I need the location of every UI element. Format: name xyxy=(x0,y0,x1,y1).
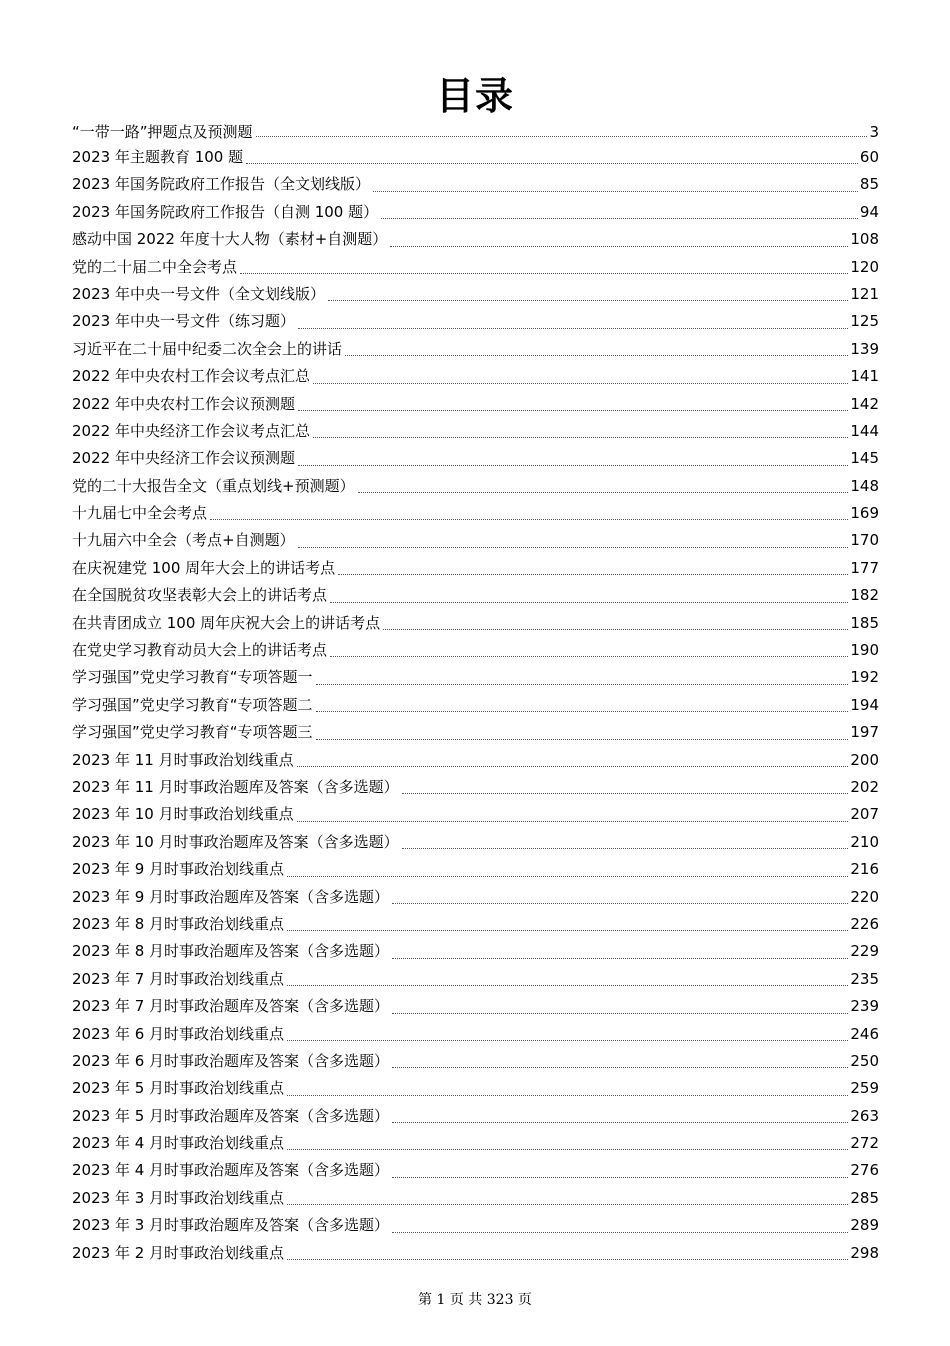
toc-entry[interactable] xyxy=(72,966,879,993)
toc-entry-label: 党的二十大报告全文（重点划线+预测题） xyxy=(72,476,355,495)
dot-leader xyxy=(287,1148,848,1150)
toc-entry-page-number: 226 xyxy=(850,914,879,933)
dot-leader xyxy=(338,573,848,575)
dot-leader xyxy=(402,792,849,794)
toc-entry[interactable] xyxy=(72,1240,879,1267)
toc-entry[interactable] xyxy=(72,1103,879,1130)
toc-entry[interactable] xyxy=(72,120,879,144)
toc-entry-label: 2023 年 5 月时事政治题库及答案（含多选题） xyxy=(72,1106,390,1125)
toc-entry-page-number: 229 xyxy=(850,942,879,961)
dot-leader xyxy=(287,984,848,986)
toc-entry[interactable] xyxy=(72,747,879,774)
toc-entry-page-number: 250 xyxy=(850,1051,879,1070)
toc-entry-label: 2023 年 11 月时事政治题库及答案（含多选题） xyxy=(72,777,399,796)
dot-leader xyxy=(330,655,848,657)
toc-entry-page-number: 177 xyxy=(850,558,879,577)
toc-entry[interactable] xyxy=(72,336,879,363)
toc-entry[interactable] xyxy=(72,1130,879,1157)
toc-entry[interactable] xyxy=(72,199,879,226)
toc-entry[interactable] xyxy=(72,363,879,390)
dot-leader xyxy=(313,382,848,384)
toc-entry-label: 2023 年 7 月时事政治题库及答案（含多选题） xyxy=(72,997,390,1016)
toc-entry-page-number: 139 xyxy=(850,339,879,358)
toc-entry-label: 2023 年主题教育 100 题 xyxy=(72,148,244,166)
toc-entry-label: 2023 年中央一号文件（练习题） xyxy=(72,312,295,331)
toc-entry-label: 2023 年 3 月时事政治题库及答案（含多选题） xyxy=(72,1216,390,1235)
toc-entry-page-number: 3 xyxy=(869,123,879,141)
toc-entry-label: 2023 年 11 月时事政治划线重点 xyxy=(72,750,294,769)
dot-leader xyxy=(392,1012,848,1014)
toc-entry[interactable] xyxy=(72,664,879,691)
toc-entry-page-number: 170 xyxy=(850,531,879,550)
dot-leader xyxy=(392,902,848,904)
dot-leader xyxy=(392,1231,848,1233)
toc-entry-label: 十九届六中全会（考点+自测题） xyxy=(72,531,295,550)
toc-entry-page-number: 192 xyxy=(850,668,879,687)
toc-entry-page-number: 263 xyxy=(850,1106,879,1125)
dot-leader xyxy=(313,436,848,438)
toc-entry-page-number: 285 xyxy=(850,1188,879,1207)
toc-entry-page-number: 200 xyxy=(850,750,879,769)
dot-leader xyxy=(298,327,848,329)
toc-entry-label: 学习强国”党史学习教育“专项答题一 xyxy=(72,668,313,687)
toc-entry[interactable] xyxy=(72,582,879,609)
toc-entry[interactable] xyxy=(72,308,879,335)
toc-entry[interactable] xyxy=(72,473,879,500)
toc-entry[interactable] xyxy=(72,856,879,883)
toc-entry-label: 2023 年 3 月时事政治划线重点 xyxy=(72,1188,285,1207)
toc-entry-page-number: 185 xyxy=(850,613,879,632)
toc-entry-label: 2023 年 6 月时事政治划线重点 xyxy=(72,1024,285,1043)
toc-entry-label: 在庆祝建党 100 周年大会上的讲话考点 xyxy=(72,558,336,577)
dot-leader xyxy=(316,710,849,712)
dot-leader xyxy=(298,546,849,548)
toc-entry[interactable] xyxy=(72,993,879,1020)
dot-leader xyxy=(392,1176,848,1178)
toc-entry[interactable] xyxy=(72,171,879,198)
toc-entry-label: 2022 年中央农村工作会议考点汇总 xyxy=(72,367,310,386)
toc-entry-page-number: 121 xyxy=(850,284,879,303)
table-of-contents xyxy=(72,120,879,1267)
toc-entry-label: 在党史学习教育动员大会上的讲话考点 xyxy=(72,641,328,660)
toc-entry-label: 2023 年国务院政府工作报告（自测 100 题） xyxy=(72,202,379,221)
toc-entry-page-number: 235 xyxy=(850,969,879,988)
dot-leader xyxy=(328,299,848,301)
toc-entry-label: 2023 年 8 月时事政治题库及答案（含多选题） xyxy=(72,942,390,961)
dot-leader xyxy=(316,683,849,685)
toc-entry-page-number: 216 xyxy=(850,860,879,879)
toc-entry-label: 十九届七中全会考点 xyxy=(72,504,208,523)
toc-entry-label: 2023 年中央一号文件（全文划线版） xyxy=(72,284,325,303)
toc-entry-page-number: 182 xyxy=(850,586,879,605)
toc-entry-page-number: 194 xyxy=(850,695,879,714)
toc-entry-page-number: 259 xyxy=(850,1079,879,1098)
toc-entry-label: 2023 年 5 月时事政治划线重点 xyxy=(72,1079,285,1098)
dot-leader xyxy=(316,738,849,740)
toc-entry-page-number: 144 xyxy=(850,421,879,440)
toc-entry-page-number: 108 xyxy=(850,230,879,249)
dot-leader xyxy=(298,464,848,466)
toc-entry-page-number: 169 xyxy=(850,504,879,523)
toc-entry[interactable] xyxy=(72,226,879,253)
toc-entry-label: 2022 年中央经济工作会议考点汇总 xyxy=(72,421,310,440)
toc-entry-page-number: 145 xyxy=(850,449,879,468)
toc-entry-page-number: 276 xyxy=(850,1161,879,1180)
dot-leader xyxy=(381,217,858,219)
toc-entry-page-number: 220 xyxy=(850,887,879,906)
dot-leader xyxy=(298,409,848,411)
page-footer: 第 1 页 共 323 页 xyxy=(418,1292,532,1308)
dot-leader xyxy=(210,518,848,520)
toc-entry-label: 2023 年 4 月时事政治划线重点 xyxy=(72,1134,285,1153)
toc-entry-page-number: 94 xyxy=(859,202,879,221)
toc-entry-page-number: 239 xyxy=(850,997,879,1016)
dot-leader xyxy=(358,491,849,493)
toc-entry-label: 2022 年中央农村工作会议预测题 xyxy=(72,394,295,413)
toc-entry[interactable] xyxy=(72,911,879,938)
dot-leader xyxy=(287,1203,848,1205)
toc-entry-label: 2023 年 9 月时事政治划线重点 xyxy=(72,860,285,879)
toc-entry[interactable] xyxy=(72,254,879,281)
dot-leader xyxy=(373,190,858,192)
toc-entry[interactable] xyxy=(72,637,879,664)
toc-entry[interactable] xyxy=(72,418,879,445)
toc-entry-page-number: 207 xyxy=(850,805,879,824)
toc-entry-page-number: 125 xyxy=(850,312,879,331)
toc-entry[interactable] xyxy=(72,692,879,719)
toc-entry[interactable] xyxy=(72,610,879,637)
toc-entry-label: 在全国脱贫攻坚表彰大会上的讲话考点 xyxy=(72,586,328,605)
toc-entry[interactable] xyxy=(72,445,879,472)
dot-leader xyxy=(392,957,848,959)
toc-entry-page-number: 60 xyxy=(859,148,879,166)
toc-entry-page-number: 202 xyxy=(850,777,879,796)
toc-entry-label: 2023 年 8 月时事政治划线重点 xyxy=(72,914,285,933)
toc-entry[interactable] xyxy=(72,555,879,582)
dot-leader xyxy=(287,875,848,877)
dot-leader xyxy=(287,1039,848,1041)
toc-entry[interactable] xyxy=(72,1185,879,1212)
toc-entry-label: 学习强国”党史学习教育“专项答题三 xyxy=(72,723,313,742)
dot-leader xyxy=(246,162,858,164)
toc-entry-page-number: 120 xyxy=(850,257,879,276)
toc-entry-page-number: 148 xyxy=(850,476,879,495)
toc-entry-label: 2023 年 4 月时事政治题库及答案（含多选题） xyxy=(72,1161,390,1180)
toc-entry[interactable] xyxy=(72,719,879,746)
toc-entry-label: 2023 年 9 月时事政治题库及答案（含多选题） xyxy=(72,887,390,906)
toc-entry-page-number: 246 xyxy=(850,1024,879,1043)
page-title: 目录 xyxy=(435,74,514,118)
toc-entry-page-number: 190 xyxy=(850,641,879,660)
dot-leader xyxy=(383,628,848,630)
toc-entry-page-number: 210 xyxy=(850,832,879,851)
toc-entry[interactable] xyxy=(72,1157,879,1184)
toc-entry-page-number: 85 xyxy=(859,175,879,194)
toc-entry-page-number: 197 xyxy=(850,723,879,742)
dot-leader xyxy=(392,1121,848,1123)
dot-leader xyxy=(256,135,868,137)
toc-entry[interactable] xyxy=(72,774,879,801)
toc-entry-label: 学习强国”党史学习教育“专项答题二 xyxy=(72,695,313,714)
toc-entry[interactable] xyxy=(72,527,879,554)
toc-entry-label: 2023 年 6 月时事政治题库及答案（含多选题） xyxy=(72,1051,390,1070)
toc-entry-page-number: 298 xyxy=(850,1243,879,1262)
toc-entry[interactable] xyxy=(72,281,879,308)
toc-entry[interactable] xyxy=(72,1021,879,1048)
toc-entry[interactable] xyxy=(72,391,879,418)
toc-entry-page-number: 272 xyxy=(850,1134,879,1153)
toc-entry-label: 2023 年 10 月时事政治题库及答案（含多选题） xyxy=(72,832,399,851)
dot-leader xyxy=(287,929,848,931)
toc-entry-label: “一带一路”押题点及预测题 xyxy=(72,123,253,141)
dot-leader xyxy=(297,765,849,767)
toc-entry-label: 2023 年国务院政府工作报告（全文划线版） xyxy=(72,175,370,194)
toc-entry[interactable] xyxy=(72,938,879,965)
toc-entry[interactable] xyxy=(72,801,879,828)
dot-leader xyxy=(330,601,848,603)
dot-leader xyxy=(392,1066,848,1068)
toc-entry-label: 2023 年 10 月时事政治划线重点 xyxy=(72,805,294,824)
dot-leader xyxy=(390,245,848,247)
toc-entry[interactable] xyxy=(72,1048,879,1075)
toc-entry-label: 习近平在二十届中纪委二次全会上的讲话 xyxy=(72,339,343,358)
toc-entry-page-number: 289 xyxy=(850,1216,879,1235)
dot-leader xyxy=(287,1258,848,1260)
toc-entry[interactable] xyxy=(72,884,879,911)
toc-entry-page-number: 142 xyxy=(850,394,879,413)
toc-entry[interactable] xyxy=(72,829,879,856)
toc-entry[interactable] xyxy=(72,144,879,171)
toc-entry-label: 2023 年 2 月时事政治划线重点 xyxy=(72,1243,285,1262)
toc-entry-label: 党的二十届二中全会考点 xyxy=(72,257,238,276)
toc-entry-page-number: 141 xyxy=(850,367,879,386)
toc-entry[interactable] xyxy=(72,500,879,527)
toc-entry-label: 2022 年中央经济工作会议预测题 xyxy=(72,449,295,468)
toc-entry[interactable] xyxy=(72,1212,879,1239)
dot-leader xyxy=(287,1094,848,1096)
dot-leader xyxy=(240,272,848,274)
toc-entry-label: 在共青团成立 100 周年庆祝大会上的讲话考点 xyxy=(72,613,381,632)
toc-entry-label: 2023 年 7 月时事政治划线重点 xyxy=(72,969,285,988)
dot-leader xyxy=(345,354,848,356)
dot-leader xyxy=(402,847,849,849)
toc-entry-label: 感动中国 2022 年度十大人物（素材+自测题） xyxy=(72,230,388,249)
toc-entry[interactable] xyxy=(72,1075,879,1102)
dot-leader xyxy=(297,820,849,822)
